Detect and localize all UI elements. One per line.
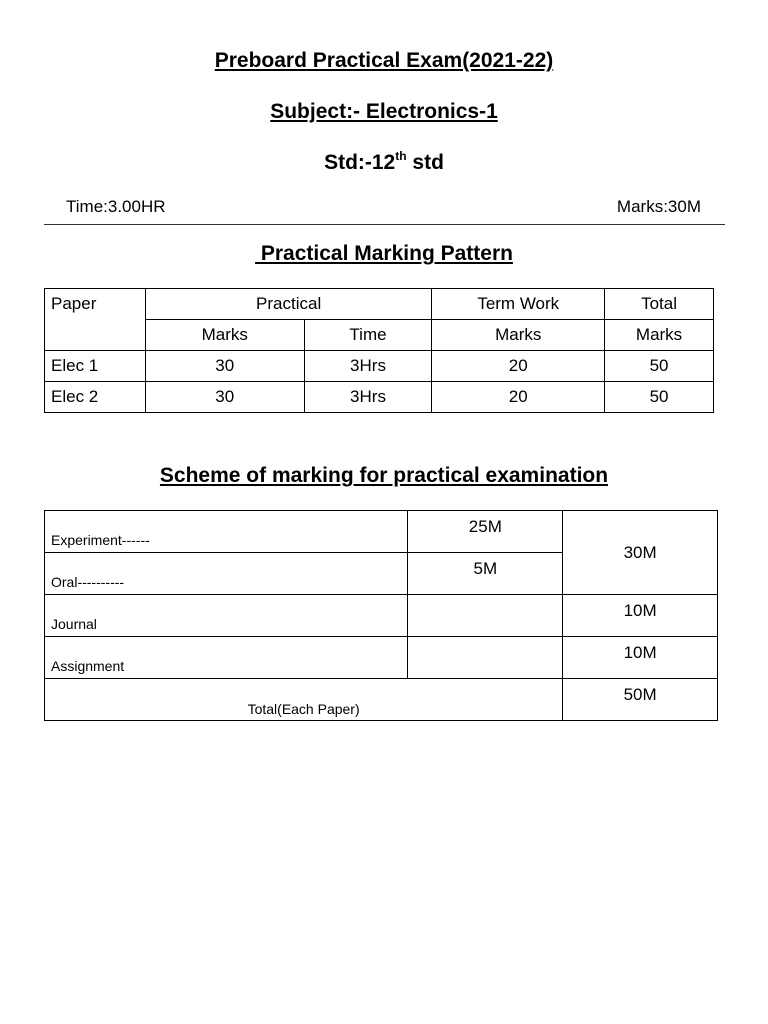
cell-term-work: 20 <box>432 382 605 413</box>
header-term-work: Term Work <box>432 289 605 320</box>
header-total: Total <box>605 289 714 320</box>
total-marks: 50M <box>563 679 718 721</box>
journal-empty-cell <box>408 595 563 637</box>
table-row <box>45 320 714 351</box>
subject-heading <box>0 100 768 124</box>
header-term-marks: Marks <box>432 320 605 351</box>
std-suffix: std <box>406 151 444 174</box>
cell-total: 50 <box>605 351 714 382</box>
cell-paper: Elec 2 <box>45 382 146 413</box>
cell-marks: 30 <box>145 382 304 413</box>
assignment-marks: 10M <box>563 637 718 679</box>
oral-label: Oral---------- <box>45 553 408 595</box>
cell-paper: Elec 1 <box>45 351 146 382</box>
table-row <box>45 351 714 382</box>
header-total-marks: Marks <box>605 320 714 351</box>
cell-time: 3Hrs <box>304 351 432 382</box>
cell-time: 3Hrs <box>304 382 432 413</box>
assignment-label: Assignment <box>45 637 408 679</box>
experiment-marks: 25M <box>408 511 563 553</box>
pattern-heading <box>0 242 768 266</box>
header-marks: Marks <box>145 320 304 351</box>
scheme-table <box>44 510 718 721</box>
cell-marks: 30 <box>145 351 304 382</box>
cell-term-work: 20 <box>432 351 605 382</box>
exam-time: Time:3.00HR <box>66 197 166 216</box>
journal-marks: 10M <box>563 595 718 637</box>
exam-marks: Marks:30M <box>616 197 701 216</box>
exam-title-text: Preboard Practical Exam(2021-22) <box>214 49 554 72</box>
total-label: Total(Each Paper) <box>45 679 563 721</box>
table-row <box>45 511 718 553</box>
oral-marks: 5M <box>408 553 563 595</box>
pattern-heading-text: Practical Marking Pattern <box>255 242 513 265</box>
table-row <box>45 595 718 637</box>
table-row <box>45 637 718 679</box>
table-row <box>45 289 714 320</box>
std-heading <box>0 149 768 175</box>
cell-total: 50 <box>605 382 714 413</box>
journal-label: Journal <box>45 595 408 637</box>
header-paper: Paper <box>45 289 146 351</box>
std-superscript: th <box>395 149 407 163</box>
experiment-label: Experiment------ <box>45 511 408 553</box>
scheme-heading-text: Scheme of marking for practical examination <box>159 464 609 487</box>
experiment-oral-total: 30M <box>563 511 718 595</box>
marking-pattern-table <box>44 288 714 413</box>
table-row <box>45 679 718 721</box>
table-row <box>45 382 714 413</box>
assignment-empty-cell <box>408 637 563 679</box>
exam-title <box>0 49 768 73</box>
subject-text: Subject:- Electronics-1 <box>270 100 498 123</box>
std-prefix: Std:-12 <box>324 151 396 174</box>
header-divider <box>44 224 725 225</box>
scheme-heading <box>0 464 768 488</box>
header-practical: Practical <box>145 289 432 320</box>
header-time: Time <box>304 320 432 351</box>
